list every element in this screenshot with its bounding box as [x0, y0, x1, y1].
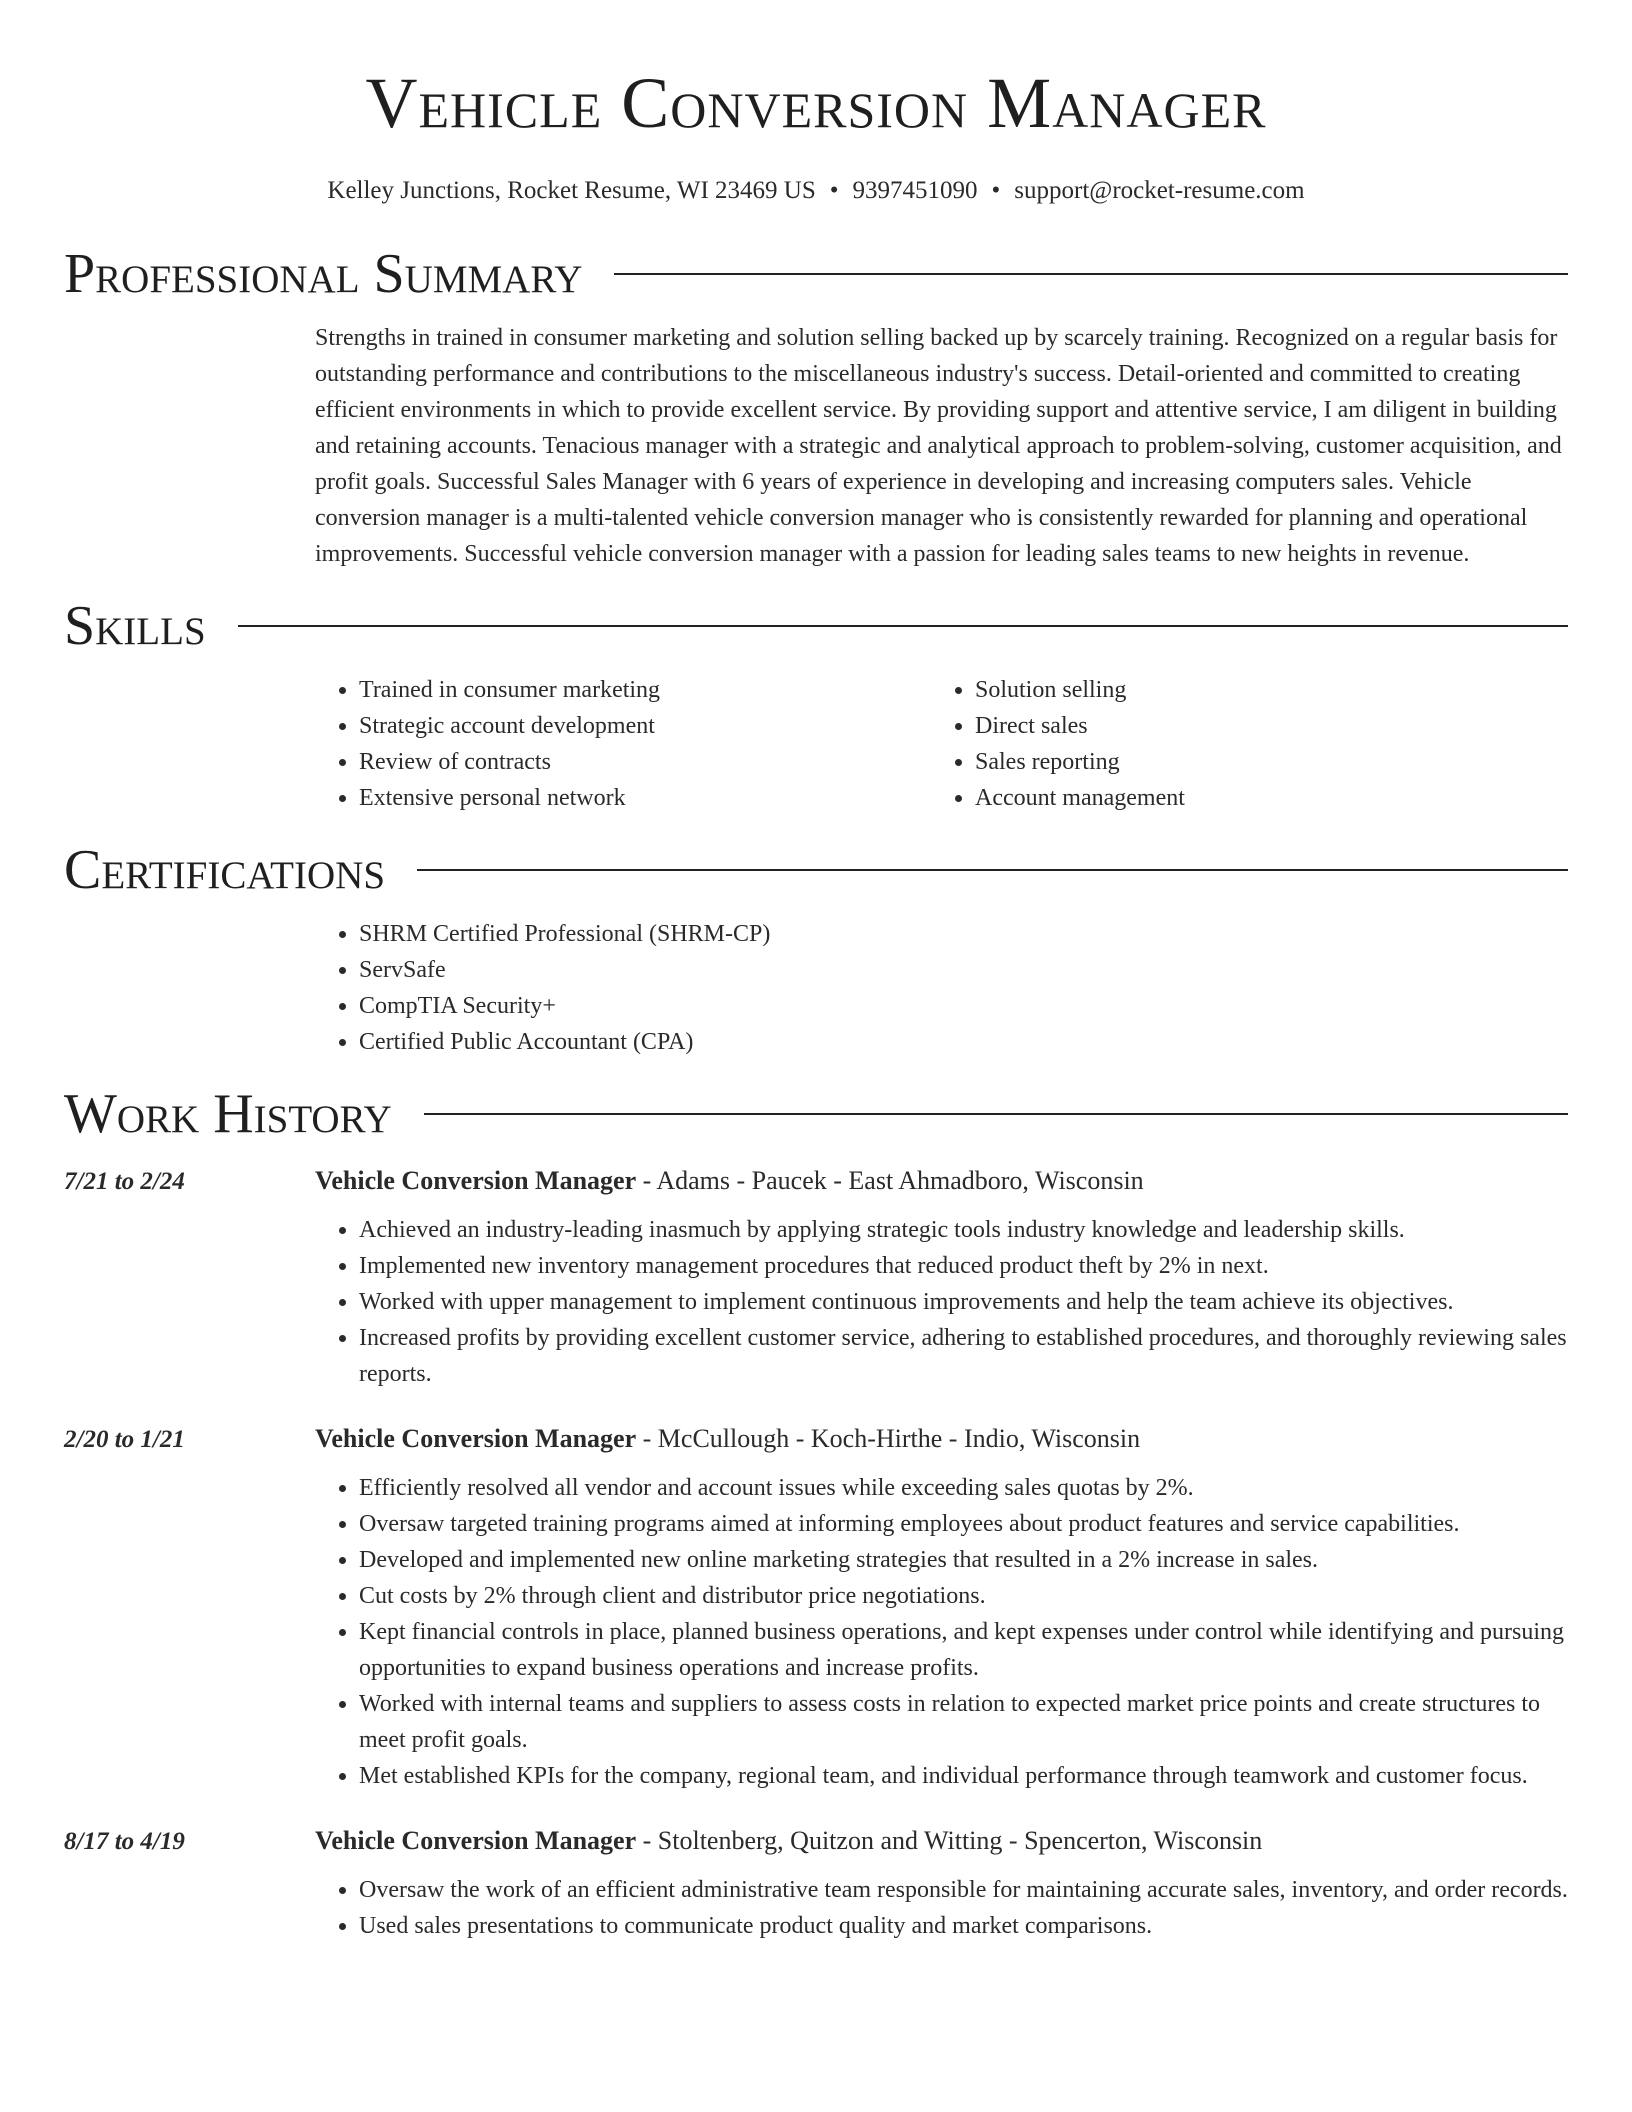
skill-item: • Extensive personal network [359, 780, 931, 816]
job-role: Vehicle Conversion Manager [315, 1424, 637, 1453]
contact-separator: • [991, 177, 1001, 204]
job-employer: - Adams - Paucek - East Ahmadboro, Wisconsin [636, 1166, 1144, 1195]
job-bullet: • Achieved an industry-leading inasmuch by applying strategic tools industry knowledge and leadership skills. [359, 1212, 1568, 1248]
work-title: Work History [64, 1083, 392, 1145]
skill-item: • Review of contracts [359, 744, 931, 780]
job-bullet: • Developed and implemented new online marketing strategies that resulted in a 2% increase in sales. [359, 1542, 1568, 1578]
skill-item: • Strategic account development [359, 708, 931, 744]
contact-separator: • [829, 177, 839, 204]
work-section-header [64, 1082, 1568, 1146]
certifications-list [315, 916, 1568, 1060]
job-employer: - McCullough - Koch-Hirthe - Indio, Wisconsin [636, 1424, 1141, 1453]
contact-address: Kelley Junctions, Rocket Resume, WI 23469 US [327, 177, 816, 204]
job-entry [64, 1166, 1568, 1392]
skill-item: • Trained in consumer marketing [359, 672, 931, 708]
job-bullet: • Met established KPIs for the company, regional team, and individual performance through teamwork and customer focus. [359, 1758, 1568, 1794]
contact-phone: 9397451090 [852, 177, 978, 204]
job-header [64, 1826, 1568, 1856]
section-divider [238, 625, 1568, 627]
skills-title: Skills [64, 595, 206, 657]
job-bullet: • Oversaw targeted training programs aimed at informing employees about product features and service capabilities. [359, 1506, 1568, 1542]
job-entry [64, 1424, 1568, 1794]
job-bullet: • Worked with internal teams and suppliers to assess costs in relation to expected market price points and create structures to meet profit goals. [359, 1686, 1568, 1758]
summary-body [315, 320, 1568, 572]
certification-item: • Certified Public Accountant (CPA) [359, 1024, 1568, 1060]
skill-item: • Direct sales [975, 708, 1568, 744]
skills-grid [315, 672, 1568, 816]
resume-page [64, 0, 1568, 1944]
job-title-line [315, 1166, 1144, 1196]
job-bullet: • Kept financial controls in place, planned business operations, and kept expenses under control while identifying and pursuing opportunities to expand business operations and increase profits. [359, 1614, 1568, 1686]
job-entry [64, 1826, 1568, 1944]
certification-item: • CompTIA Security+ [359, 988, 1568, 1024]
certifications-body [315, 916, 1568, 1060]
resume-name: Vehicle Conversion Manager [365, 63, 1267, 143]
job-bullets [315, 1212, 1568, 1392]
job-bullet-list [315, 1872, 1568, 1944]
certification-item: • ServSafe [359, 952, 1568, 988]
section-divider [424, 1113, 1568, 1115]
job-bullet-list [315, 1212, 1568, 1392]
job-title-line [315, 1424, 1140, 1454]
job-bullet: • Implemented new inventory management procedures that reduced product theft by 2% in next. [359, 1248, 1568, 1284]
certifications-section-header [64, 838, 1568, 902]
job-bullets [315, 1872, 1568, 1944]
job-title-line [315, 1826, 1262, 1856]
skills-section-header [64, 594, 1568, 658]
certification-item: • SHRM Certified Professional (SHRM-CP) [359, 916, 1568, 952]
job-employer: - Stoltenberg, Quitzon and Witting - Spencerton, Wisconsin [636, 1826, 1263, 1855]
contact-line [64, 176, 1568, 206]
job-dates: 2/20 to 1/21 [64, 1426, 185, 1453]
job-role: Vehicle Conversion Manager [315, 1826, 637, 1855]
job-bullet: • Worked with upper management to implement continuous improvements and help the team achieve its objectives. [359, 1284, 1568, 1320]
skill-item: • Account management [975, 780, 1568, 816]
summary-text: Strengths in trained in consumer marketing and solution selling backed up by scarcely training. Recognized on a regular basis for outstanding performance and contributions to the miscellaneous industry's success. Detail-oriented and committed to creating efficient environments in which to provide excellent service. By providing support and attentive service, I am diligent in building and retaining accounts. Tenacious manager with a strategic and analytical approach to problem-solving, customer acquisition, and profit goals. Successful Sales Manager with 6 years of experience in developing and increasing computers sales. Vehicle conversion manager is a multi-talented vehicle conversion manager who is consistently rewarded for planning and operational improvements. Successful vehicle conversion manager with a passion for leading sales teams to new heights in revenue. [315, 325, 1562, 567]
job-header [64, 1424, 1568, 1454]
skill-item: • Solution selling [975, 672, 1568, 708]
job-bullet: • Oversaw the work of an efficient administrative team responsible for maintaining accurate sales, inventory, and order records. [359, 1872, 1568, 1908]
contact-email[interactable]: support@rocket-resume.com [1014, 177, 1305, 204]
job-bullet: • Cut costs by 2% through client and distributor price negotiations. [359, 1578, 1568, 1614]
summary-title: Professional Summary [64, 243, 583, 305]
job-role: Vehicle Conversion Manager [315, 1166, 637, 1195]
job-bullet: • Increased profits by providing excellent customer service, adhering to established procedures, and thoroughly reviewing sales reports. [359, 1320, 1568, 1392]
job-bullets [315, 1470, 1568, 1794]
skill-item: • Sales reporting [975, 744, 1568, 780]
job-bullet: • Efficiently resolved all vendor and account issues while exceeding sales quotas by 2%. [359, 1470, 1568, 1506]
skills-list-right [931, 672, 1568, 816]
section-divider [614, 273, 1568, 275]
job-bullet-list [315, 1470, 1568, 1794]
job-dates: 7/21 to 2/24 [64, 1168, 185, 1195]
job-dates: 8/17 to 4/19 [64, 1828, 185, 1855]
skills-list-left [315, 672, 931, 816]
summary-section-header [64, 242, 1568, 306]
job-bullet: • Used sales presentations to communicate product quality and market comparisons. [359, 1908, 1568, 1944]
job-header [64, 1166, 1568, 1196]
certifications-title: Certifications [64, 839, 386, 901]
section-divider [417, 869, 1568, 871]
